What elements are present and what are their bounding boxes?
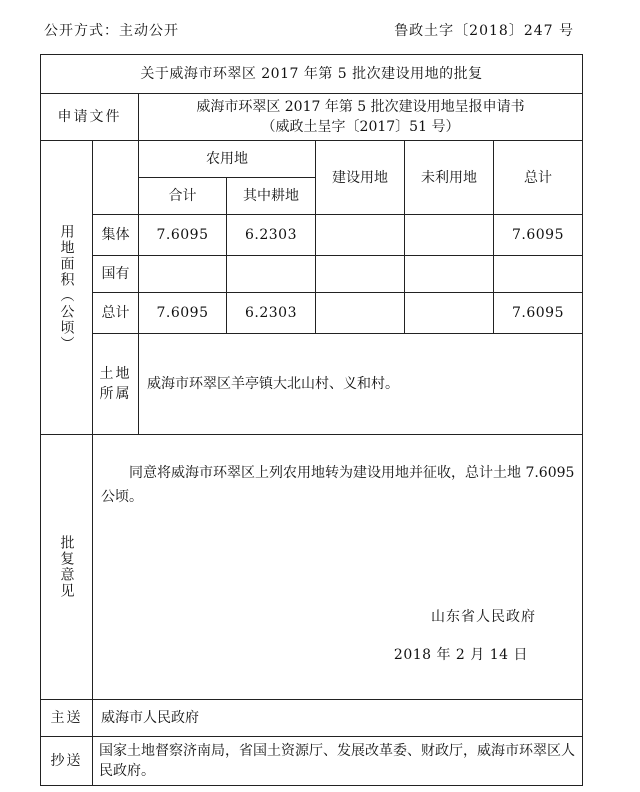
cell-agri-total: 7.6095: [139, 293, 227, 334]
row-label-collective: 集体: [93, 215, 139, 256]
cell-agri-total: 7.6095: [139, 215, 227, 256]
agri-total-header: 合计: [139, 178, 227, 215]
unused-land-header: 未利用地: [405, 141, 494, 215]
approval-table: [40, 54, 583, 786]
cell-construction: [316, 256, 405, 293]
approval-label: 批复意见: [58, 535, 75, 599]
ownership-label-line-2: 所属: [99, 386, 132, 402]
land-area-label-cell: [41, 141, 93, 435]
land-area-label: 用地面积（公顷）: [58, 223, 75, 352]
table-row: [41, 215, 583, 256]
cell-arable: 6.2303: [227, 215, 316, 256]
cell-construction: [316, 293, 405, 334]
copy-send-value: 国家土地督察济南局，省国土资源厅、发展改革委、财政厅，威海市环翠区人民政府。: [93, 737, 583, 786]
main-send-label: 主送: [41, 700, 93, 737]
arable-header: 其中耕地: [227, 178, 316, 215]
cell-total: [494, 256, 583, 293]
cell-total: 7.6095: [494, 215, 583, 256]
ownership-value: 威海市环翠区羊亭镇大北山村、义和村。: [139, 334, 583, 435]
cell-arable: 6.2303: [227, 293, 316, 334]
approval-opinion-cell: [93, 435, 583, 700]
cell-total: 7.6095: [494, 293, 583, 334]
application-label: 申请文件: [41, 94, 139, 141]
cell-unused: [405, 215, 494, 256]
agri-land-header: 农用地: [139, 141, 316, 178]
cell-unused: [405, 293, 494, 334]
table-row: [41, 293, 583, 334]
approval-text: 同意将威海市环翠区上列农用地转为建设用地并征收，总计土地 7.6095 公顷。: [101, 465, 575, 505]
blank-corner-cell: [93, 141, 139, 215]
ownership-label: [93, 334, 139, 435]
cell-unused: [405, 256, 494, 293]
main-send-value: 威海市人民政府: [93, 700, 583, 737]
cell-agri-total: [139, 256, 227, 293]
application-document: [139, 94, 583, 141]
row-label-state: 国有: [93, 256, 139, 293]
document-title: 关于威海市环翠区 2017 年第 5 批次建设用地的批复: [41, 55, 583, 94]
approval-label-cell: [41, 435, 93, 700]
construction-land-header: 建设用地: [316, 141, 405, 215]
cell-construction: [316, 215, 405, 256]
row-label-total: 总计: [93, 293, 139, 334]
cell-arable: [227, 256, 316, 293]
application-line-1: 威海市环翠区 2017 年第 5 批次建设用地呈报申请书: [196, 99, 525, 115]
table-row: [41, 256, 583, 293]
total-header: 总计: [494, 141, 583, 215]
application-line-2: （威政土呈字〔2017〕51 号）: [261, 119, 460, 135]
issuer: 山东省人民政府: [431, 609, 537, 625]
approval-date: 2018 年 2 月 14 日: [393, 647, 529, 663]
copy-send-label: 抄送: [41, 737, 93, 786]
ownership-label-line-1: 土地: [99, 366, 132, 382]
document-number: 鲁政土字〔2018〕247 号: [394, 23, 574, 39]
disclosure-mode: 公开方式：主动公开: [44, 23, 179, 39]
